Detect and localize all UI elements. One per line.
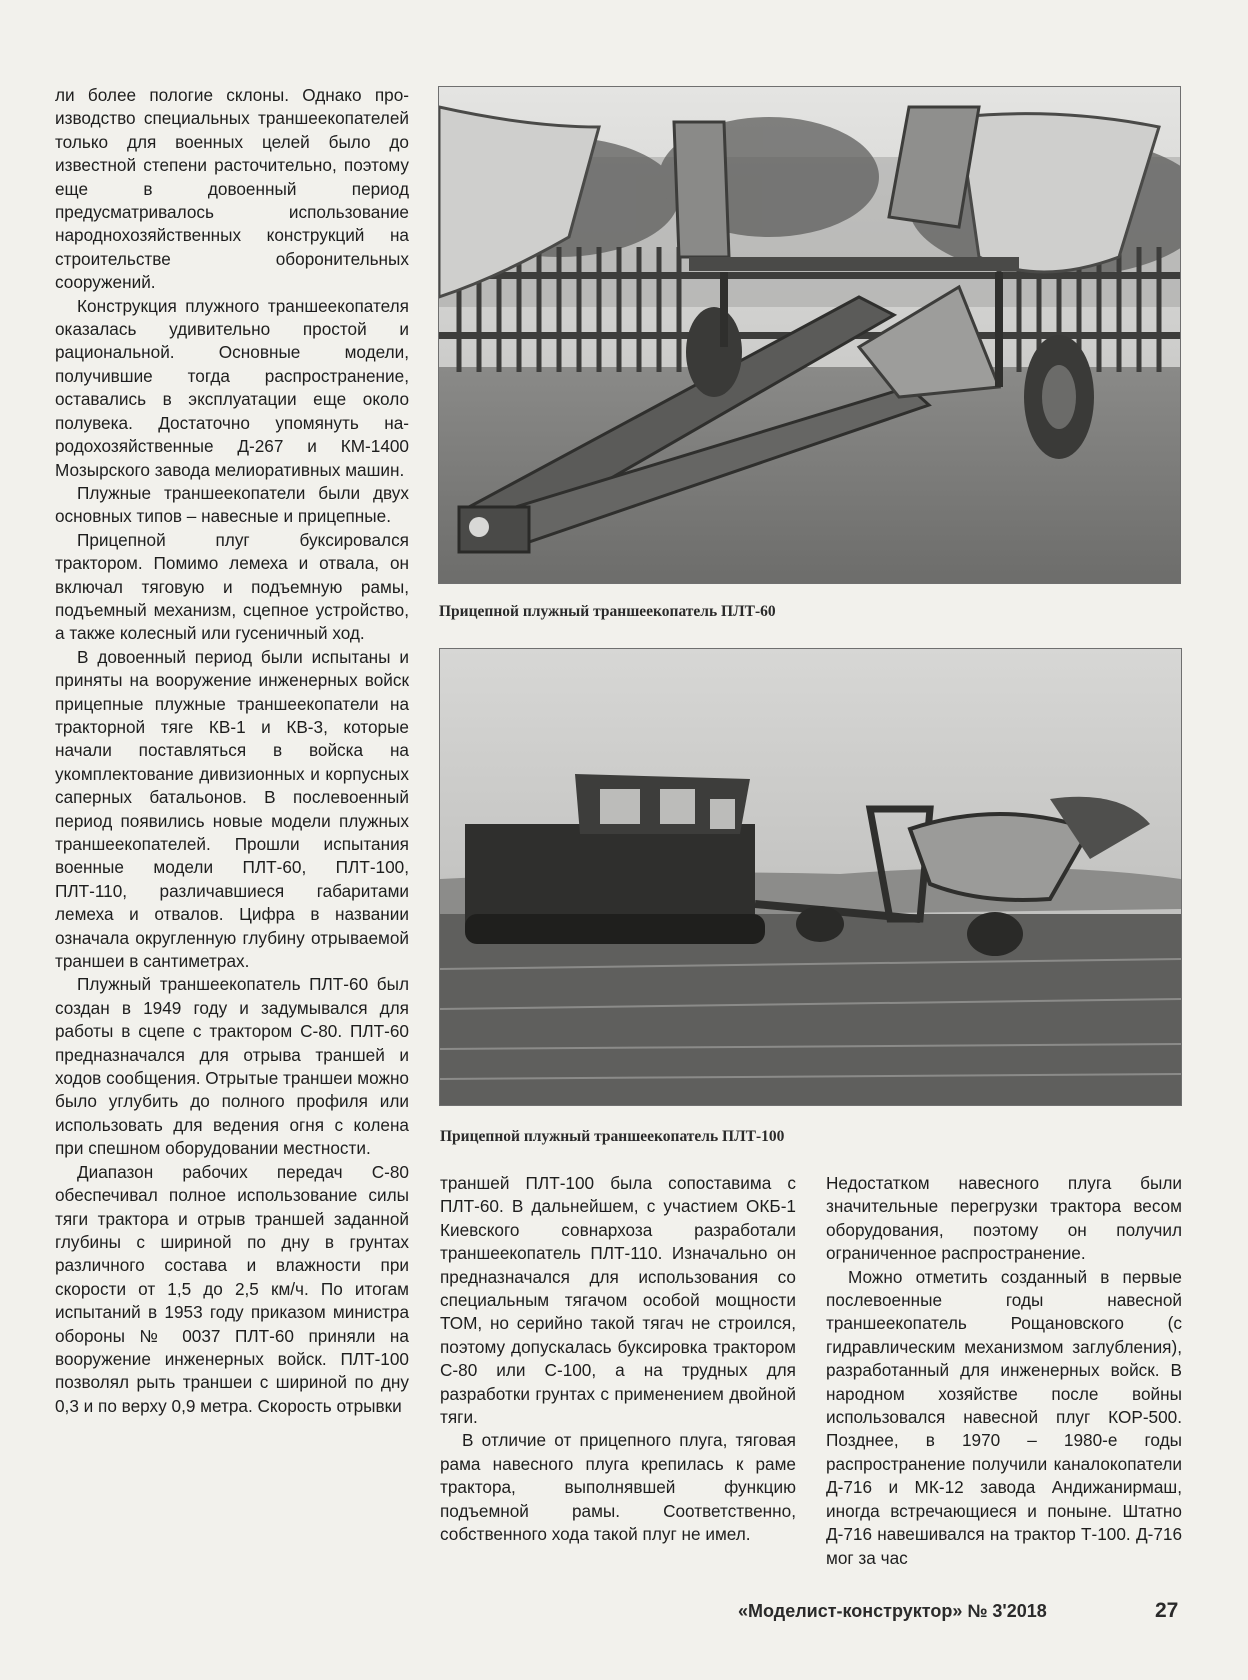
text-column-2 xyxy=(440,1172,796,1547)
photo-plt-60 xyxy=(438,86,1181,584)
paragraph: Недостатком навесного плуга были значительные перегрузки трактора весом оборудования, поэтому он получил ограниченное распространение. xyxy=(826,1173,1182,1264)
text-column-1 xyxy=(55,84,409,1418)
paragraph: Плужные траншеекопатели были двух основных типов – навесные и прицепные. xyxy=(55,482,409,527)
paragraph: В отличие от прицепного плуга, тяговая рама навесного плуга крепилась к раме трактора, выполнявшей функцию подъемной рамы. Соответственно, собственного хода такой плуг не имел. xyxy=(440,1430,796,1545)
paragraph: Прицепной плуг буксировался трактором. Помимо лемеха и отвала, он включал тяговую и подъемную рамы, подъемный механизм, сцепное устройство, а также колесный или гусеничный ход. xyxy=(55,529,409,644)
paragraph: В довоенный период были испытаны и приняты на вооружение инженерных войск прицепные плужные траншеекопатели на тракторной тяге КВ-1 и КВ-3, которые начали поставляться в войска на укомплектование дивизионных и корпусных саперных батальонов. В послевоенный период появились новые модели плужных траншеекопателей. Прошли испытания военные модели ПЛТ-60, ПЛТ-100, ПЛТ-110, различавшиеся габаритами лемеха и отвалов. Цифра в названии означала округленную глубину отрываемой траншеи в сантиметрах. xyxy=(55,646,409,972)
photo-plt-100 xyxy=(439,648,1182,1106)
photo-caption: Прицепной плужный траншеекопатель ПЛТ-60 xyxy=(439,603,776,620)
paragraph: Плужный траншеекопатель ПЛТ-60 был создан в 1949 году и задумывался для работы в сцепе с трактором С-80. ПЛТ-60 предназначался для отрыва траншей и ходов сообщения. Отрытые траншеи можно было углубить до полного профиля или использовать для ведения огня с колена при спешном оборудовании местности. xyxy=(55,974,409,1159)
text-column-3 xyxy=(826,1172,1182,1570)
paragraph: Можно отметить созданный в первые послевоенные годы навесной траншеекопатель Рощановского (с гидравлическим механизмом заглубления), разработанный для инженерных войск. В народном хозяйстве после войны использовался навесной плуг КОР-500. Позднее, в 1970 – 1980-е годы распространение получили каналокопатели Д-716 и МК-12 завода Андижанирмаш, иногда встречающиеся и поныне. Штатно Д-716 навешивался на трактор Т-100. Д-716 мог за час xyxy=(826,1266,1182,1568)
paragraph: траншей ПЛТ-100 была сопоставима с ПЛТ-60. В дальнейшем, с участием ОКБ-1 Киевского совнархоза разработали траншеекопатель ПЛТ-110. Изначально он предназначался для использования со специальным тягачом особой мощности ТОМ, но серийно такой тягач не строился, поэтому допускалась буксировка трактором С-80 или С-100, а на трудных для разработки грунтах с применением двойной тяги. xyxy=(440,1173,796,1428)
photo-caption: Прицепной плужный траншеекопатель ПЛТ-100 xyxy=(440,1128,785,1145)
paragraph: Диапазон рабочих передач С-80 обеспечивал полное использование силы тяги трактора и отрыв траншей заданной глубины с шириной по дну в грунтах различного состава и влажности при скорости от 1,5 до 2,5 км/ч. По итогам испытаний в 1953 году приказом министра обороны № 0037 ПЛТ-60 приняли на вооружение инженерных войск. ПЛТ-100 позволял рыть траншеи с шириной по дну 0,3 и по верху 0,9 метра. Скорость отрывки xyxy=(55,1161,409,1416)
paragraph: ли более пологие склоны. Однако производство специальных траншеекопателей только для военных целей было до известной степени расточительно, поэтому еще в довоенный период предусматривалось использование народнохозяйственных конструкций на строительстве оборонительных сооружений. xyxy=(55,85,409,293)
paragraph: Конструкция плужного траншеекопателя оказалась удивительно простой и рациональной. Основные модели, получившие тогда распространение, оставались в эксплуатации еще около полувека. Достаточно упомянуть народохозяйственные Д-267 и КМ-1400 Мозырского завода мелиоративных машин. xyxy=(55,295,409,480)
footer-magazine-title: «Моделист-конструктор» № 3'2018 xyxy=(738,1601,1047,1621)
page-number: 27 xyxy=(1155,1599,1179,1622)
